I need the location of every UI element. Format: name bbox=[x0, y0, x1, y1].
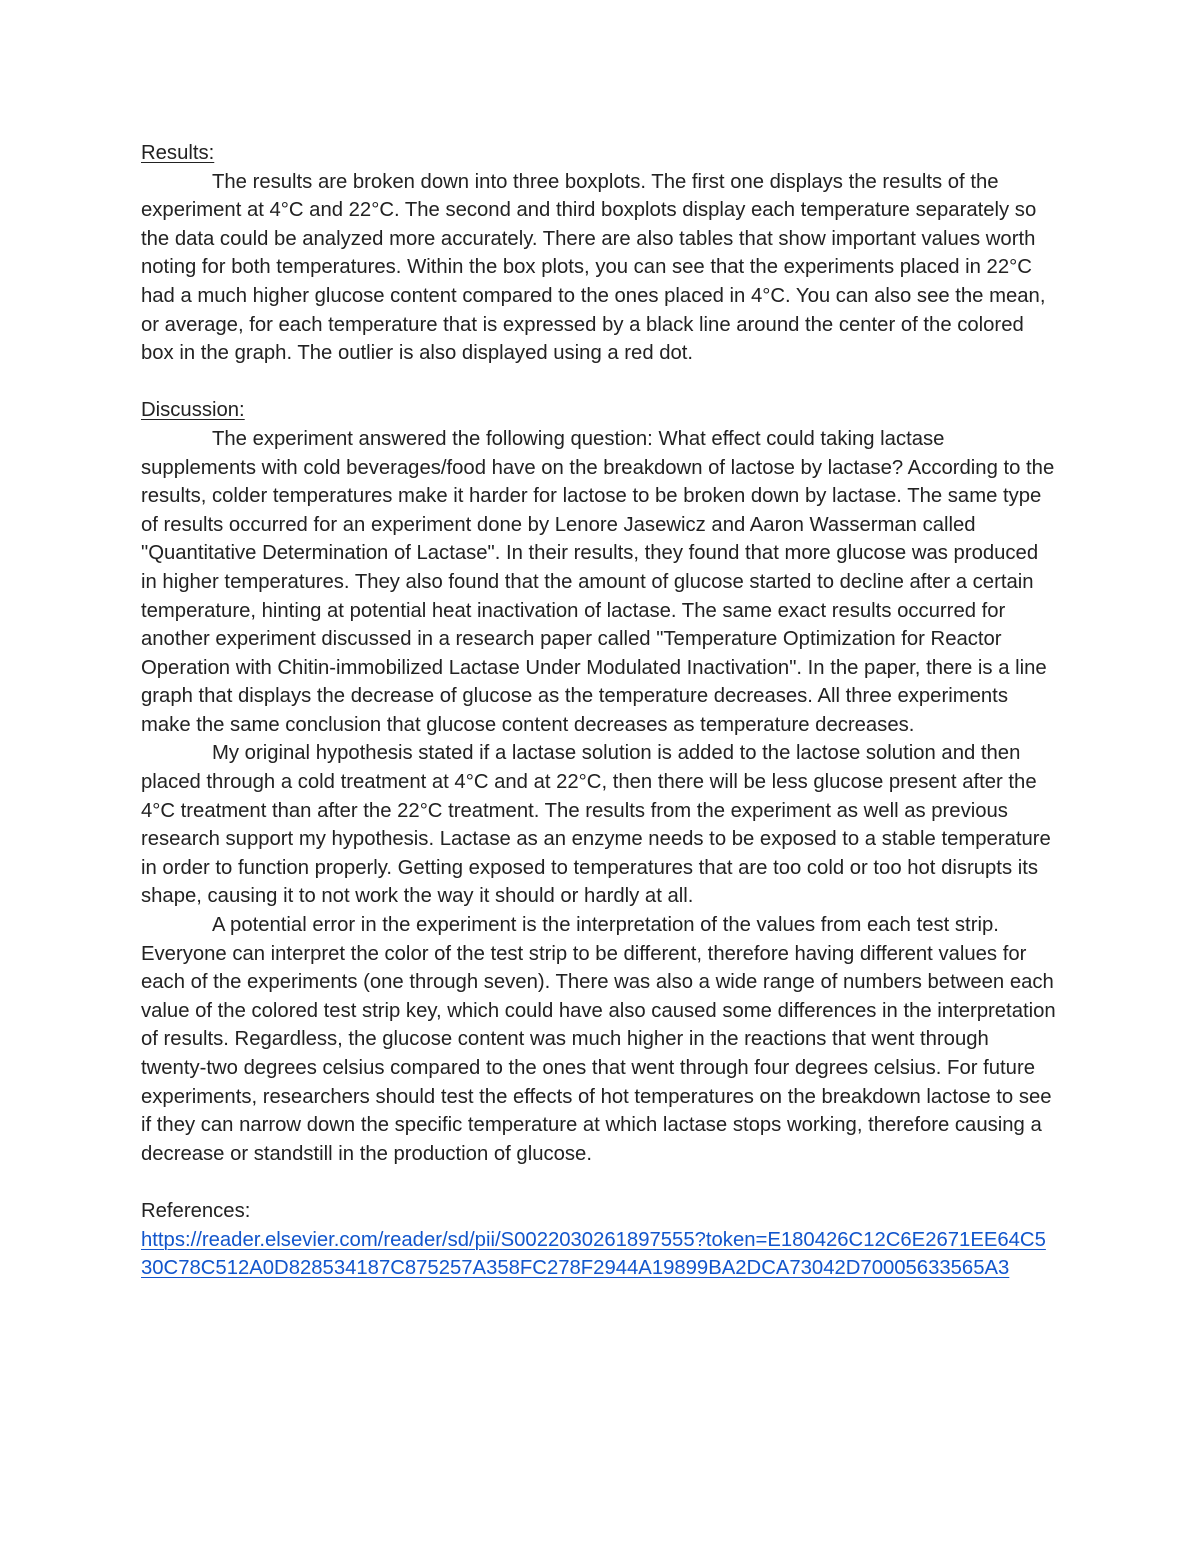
results-paragraph: The results are broken down into three boxplots. The first one displays the results of the experiment at 4°C and 22°C. The second and third boxplots display each temperature separately so the data could be analyzed more accurately. There are also tables that show important values worth noting for both temperatures. Within the box plots, you can see that the experiments placed in 22°C had a much higher glucose content compared to the ones placed in 4°C. You can also see the mean, or average, for each temperature that is expressed by a black line around the center of the colored box in the graph. The outlier is also displayed using a red dot. bbox=[141, 170, 1046, 365]
section-spacer bbox=[141, 368, 1059, 397]
references-label: References: bbox=[141, 1199, 251, 1222]
results-heading: Results: bbox=[141, 142, 215, 164]
document-body bbox=[141, 139, 1059, 1283]
discussion-heading: Discussion: bbox=[141, 399, 245, 422]
section-spacer bbox=[141, 1168, 1059, 1197]
discussion-paragraph-3: A potential error in the experiment is the interpretation of the values from each test strip. Everyone can interpret the color of the test strip to be different, therefore having different values for each of the experiments (one through seven). There was also a wide range of numbers between each value of the colored test strip key, which could have also caused some differences in the interpretation of results. Regardless, the glucose content was much higher in the reactions that went through twenty-two degrees celsius compared to the ones that went through four degrees celsius. For future experiments, researchers should test the effects of hot temperatures on the breakdown lactose to see if they can narrow down the specific temperature at which lactase stops working, therefore causing a decrease or standstill in the production of glucose. bbox=[141, 914, 1056, 1165]
discussion-paragraph-1: The experiment answered the following question: What effect could taking lactase supplements with cold beverages/food have on the breakdown of lactose by lactase? According to the results, colder temperatures make it harder for lactose to be broken down by lactase. The same type of results occurred for an experiment done by Lenore Jasewicz and Aaron Wasserman called "Quantitative Determination of Lactase". In their results, they found that more glucose was produced in higher temperatures. They also found that the amount of glucose started to decline after a certain temperature, hinting at potential heat inactivation of lactase. The same exact results occurred for another experiment discussed in a research paper called "Temperature Optimization for Reactor Operation with Chitin-immobilized Lactase Under Modulated Inactivation". In the paper, there is a line graph that displays the decrease of glucose as the temperature decreases. All three experiments make the same conclusion that glucose content decreases as temperature decreases. bbox=[141, 427, 1055, 736]
reference-link[interactable]: https://reader.elsevier.com/reader/sd/pii/S0022030261897555?token=E180426C12C6E2671EE64C530C78C512A0D828534187C875257A358FC278F2944A19899BA2DCA73042D70005633565A3 bbox=[141, 1228, 1046, 1280]
discussion-paragraph-2: My original hypothesis stated if a lactase solution is added to the lactose solution and then placed through a cold treatment at 4°C and at 22°C, then there will be less glucose present after the 4°C treatment than after the 22°C treatment. The results from the experiment as well as previous research support my hypothesis. Lactase as an enzyme needs to be exposed to a stable temperature in order to function properly. Getting exposed to temperatures that are too cold or too hot disrupts its shape, causing it to not work the way it should or hardly at all. bbox=[141, 742, 1051, 908]
